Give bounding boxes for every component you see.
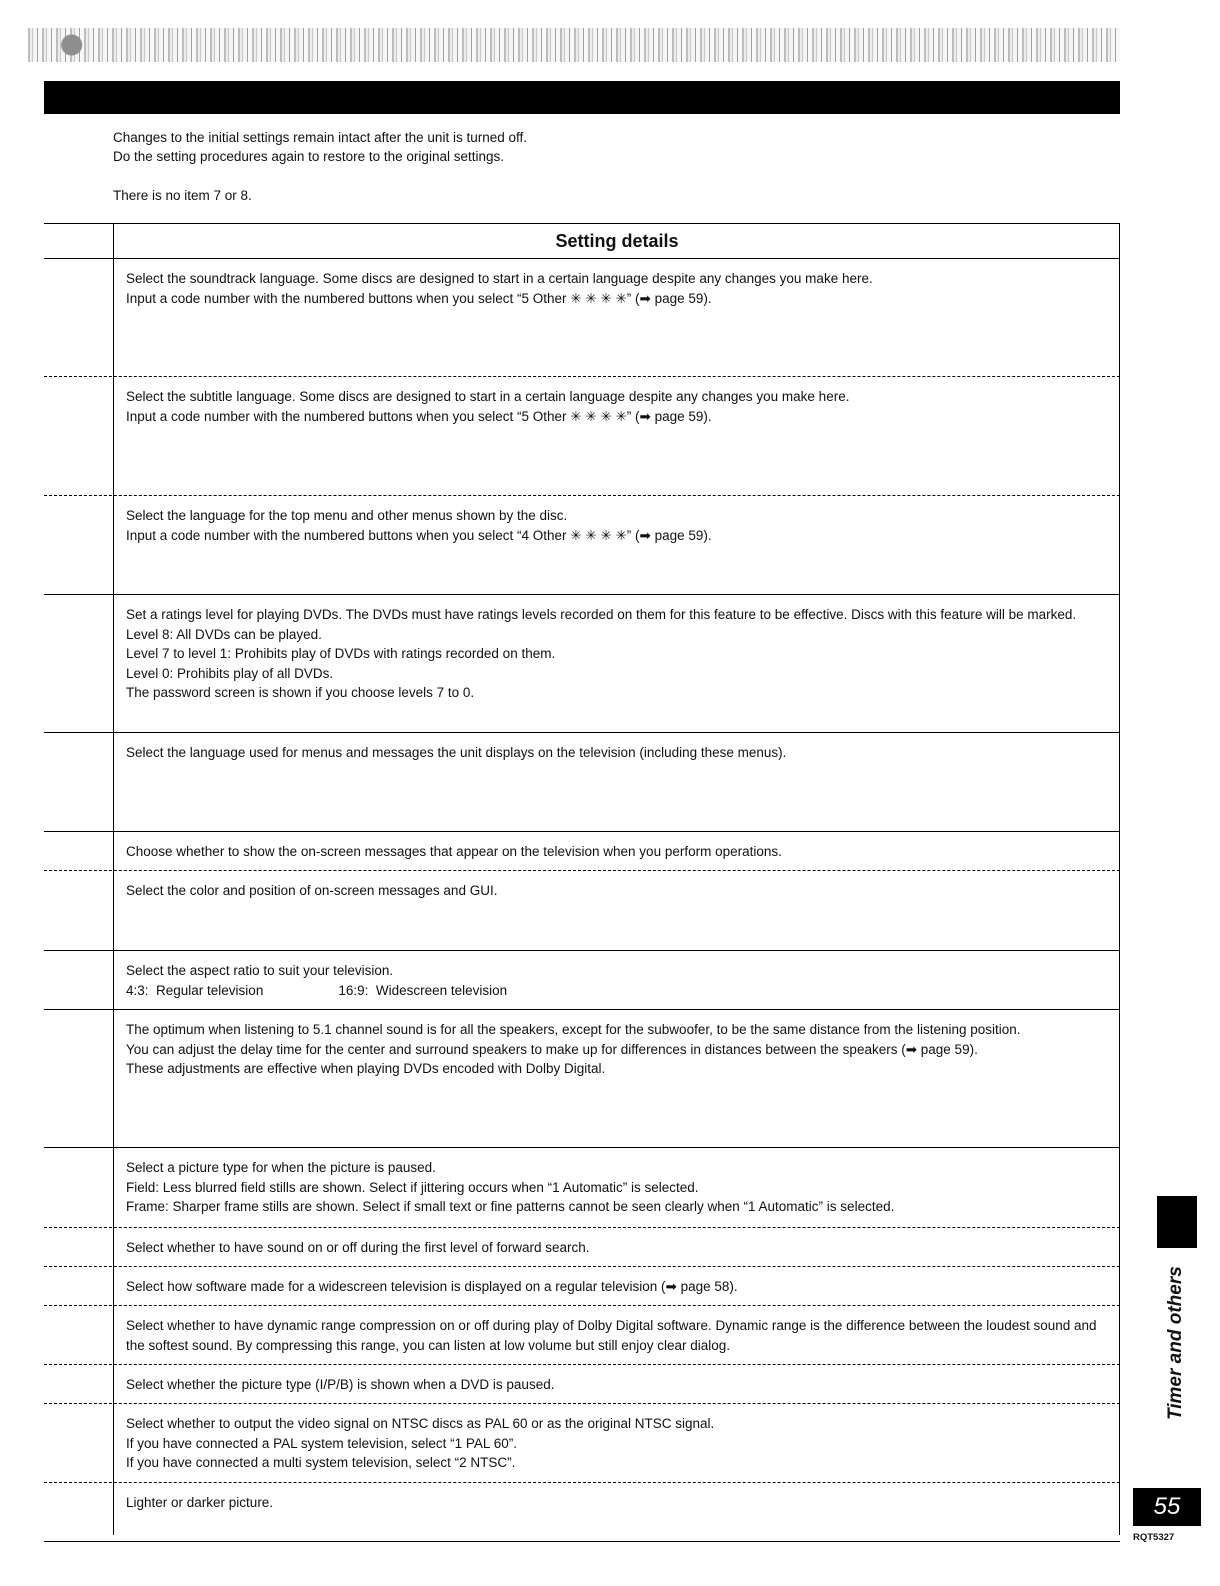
row-text: Select the aspect ratio to suit your television.	[126, 963, 394, 978]
row-text: Frame: Sharper frame stills are shown. Select if small text or fine patterns cannot be seen clearly when “1 Automatic” is selected.	[126, 1199, 895, 1214]
row-text: Select the language used for menus and messages the unit displays on the television (including these menus).	[126, 745, 787, 760]
row-text: 4:3: Regular television 16:9: Widescreen television	[126, 982, 508, 998]
intro-text	[113, 128, 527, 166]
table-row	[44, 1228, 1120, 1267]
table-row	[44, 1365, 1120, 1404]
row-text: Level 8: All DVDs can be played.	[126, 626, 322, 642]
row-text: Select the soundtrack language. Some discs are designed to start in a certain language despite any changes you make here.	[126, 271, 873, 286]
row-text: Level 7 to level 1: Prohibits play of DVDs with ratings recorded on them.	[126, 646, 556, 661]
document-code: RQT5327	[1133, 1532, 1175, 1543]
intro-note-text: There is no item 7 or 8.	[113, 188, 252, 203]
section-tab-marker	[1157, 1196, 1197, 1248]
table-row	[44, 871, 1120, 951]
row-text: Field: Less blurred field stills are shown. Select if jittering occurs when “1 Automatic” is selected.	[126, 1179, 699, 1195]
row-text: If you have connected a PAL system television, select “1 PAL 60”.	[126, 1435, 517, 1451]
table-row	[44, 259, 1120, 377]
row-text: Select whether to have dynamic range compression on or off during play of Dolby Digital software. Dynamic range is the difference between the loudest sound and the softest sound. By compressing this range, you can listen at low volume but still enjoy clear dialog.	[126, 1318, 1097, 1353]
row-text: Select a picture type for when the picture is paused.	[126, 1160, 436, 1175]
page-number: 55	[1133, 1488, 1201, 1526]
table-row	[44, 377, 1120, 496]
row-text: Select the color and position of on-screen messages and GUI.	[126, 883, 498, 898]
table-row	[44, 951, 1120, 1010]
section-title-bar	[44, 81, 1120, 114]
row-text: Select whether to have sound on or off during the first level of forward search.	[126, 1240, 590, 1255]
row-text: Select the language for the top menu and other menus shown by the disc.	[126, 508, 568, 523]
row-text: Lighter or darker picture.	[126, 1495, 274, 1510]
table-row	[44, 832, 1120, 871]
row-text: The optimum when listening to 5.1 channel sound is for all the speakers, except for the subwoofer, to be the same distance from the listening position.	[126, 1022, 1021, 1037]
intro-line-1: Changes to the initial settings remain intact after the unit is turned off.	[113, 130, 527, 145]
intro-note	[113, 186, 252, 205]
row-text: Select how software made for a widescreen television is displayed on a regular television (➡ page 58).	[126, 1279, 738, 1294]
row-text: Level 0: Prohibits play of all DVDs.	[126, 665, 334, 681]
table-column-divider	[113, 223, 114, 1535]
table-row	[44, 595, 1120, 733]
scan-noise-strip	[28, 28, 1120, 62]
row-text: Set a ratings level for playing DVDs. The DVDs must have ratings levels recorded on them for this feature to be effective. Discs with this feature will be marked.	[126, 607, 1077, 622]
row-text: Select the subtitle language. Some discs are designed to start in a certain language despite any changes you make here.	[126, 389, 850, 404]
settings-table	[44, 223, 1120, 1542]
row-text: The password screen is shown if you choose levels 7 to 0.	[126, 685, 475, 700]
row-text: Select whether the picture type (I/P/B) is shown when a DVD is paused.	[126, 1377, 555, 1392]
row-text: Input a code number with the numbered buttons when you select “5 Other ✳ ✳ ✳ ✳” (➡ page 59).	[126, 290, 712, 306]
table-row	[44, 1483, 1120, 1542]
table-row	[44, 1404, 1120, 1483]
row-text: These adjustments are effective when playing DVDs encoded with Dolby Digital.	[126, 1061, 606, 1076]
table-row	[44, 1148, 1120, 1228]
table-row	[44, 1010, 1120, 1148]
table-row	[44, 733, 1120, 832]
row-text: You can adjust the delay time for the center and surround speakers to make up for differences in distances between the speakers (➡ page 59).	[126, 1041, 978, 1057]
row-text: Choose whether to show the on-screen messages that appear on the television when you perform operations.	[126, 844, 782, 859]
table-row	[44, 1306, 1120, 1365]
table-right-border	[1119, 223, 1120, 1535]
row-text: Input a code number with the numbered buttons when you select “5 Other ✳ ✳ ✳ ✳” (➡ page 59).	[126, 408, 712, 424]
section-label: Timer and others	[1165, 1266, 1186, 1420]
table-row	[44, 496, 1120, 595]
row-text: If you have connected a multi system television, select “2 NTSC”.	[126, 1455, 516, 1470]
intro-line-2: Do the setting procedures again to restore to the original settings.	[113, 149, 504, 164]
row-text: Input a code number with the numbered buttons when you select “4 Other ✳ ✳ ✳ ✳” (➡ page 59).	[126, 527, 712, 543]
table-header	[44, 223, 1120, 259]
table-header-title: Setting details	[555, 230, 679, 251]
table-row	[44, 1267, 1120, 1306]
row-text: Select whether to output the video signal on NTSC discs as PAL 60 or as the original NTSC signal.	[126, 1416, 715, 1431]
